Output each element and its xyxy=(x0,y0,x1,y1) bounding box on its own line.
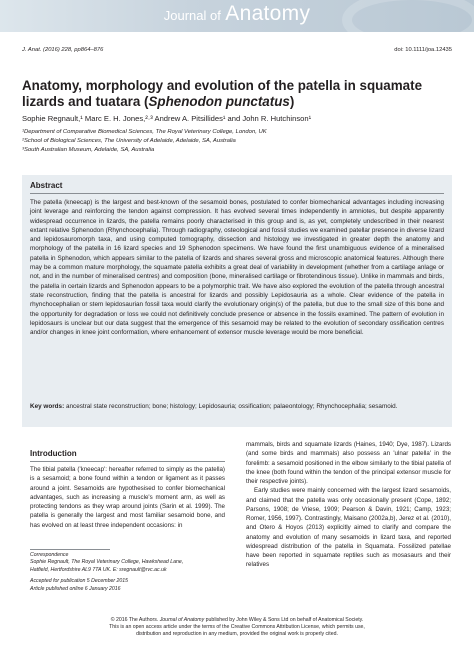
correspondence-block xyxy=(30,552,230,593)
correspondence-line-2: Hatfield, Hertfordshire AL9 7TA UK. E: sregnault@rvc.ac.uk xyxy=(30,566,167,573)
affiliations xyxy=(22,128,267,155)
right-column xyxy=(246,440,451,570)
introduction-text: The tibial patella ('kneecap': hereafter referred to simply as the patella) is a sesamoid; a bone found within a tendon or ligament as it passes around a joint. Sesamoids are hypothesised to confer biomechanical advantages, such as increasing a muscle's moment arm, as well as protecting tendons as they wrap around joints (Sarin et al. 1999). The patella is generally the largest and most familiar sesamoid bone, and has evolved on at least three independent occasions: in xyxy=(30,466,225,529)
footer-line-3: distribution and reproduction in any medium, provided the original work is properly cited. xyxy=(136,631,338,637)
published-date: Article published online 6 January 2016 xyxy=(30,585,121,592)
footer-copyright: © 2016 The Authors. xyxy=(110,617,160,623)
right-paragraph-1: mammals, birds and squamate lizards (Haines, 1940; Dye, 1987). Lizards (and some birds and mammals) also possess an 'ulnar patella' in the forelimb: a sesamoid positioned in the elbow similarly to the tibial patella of the knee (both found within the tendon of the principal extensor muscle for their respective joints). xyxy=(246,441,451,485)
affiliation-3: ³South Australian Museum, Adelaide, SA, Australia xyxy=(22,147,155,153)
title-text: Anatomy, morphology and evolution of the patella in squamate lizards and tuatara ( xyxy=(22,78,423,109)
keywords-list: ancestral state reconstruction; bone; histology; Lepidosauria; ossification; palaeontology; Rhynchocephalia; sesamoid. xyxy=(65,403,398,410)
citation-info: J. Anat. (2016) 228, pp864–876 xyxy=(22,47,104,53)
footer-line-1 xyxy=(22,617,452,624)
article-title xyxy=(22,78,462,110)
title-species: Sphenodon punctatus xyxy=(148,94,290,109)
correspondence-label: Correspondence xyxy=(30,552,69,558)
journal-banner xyxy=(0,0,474,32)
accepted-date: Accepted for publication 5 December 2015 xyxy=(30,578,129,585)
introduction-heading: Introduction xyxy=(30,449,77,458)
abstract-text: The patella (kneecap) is the largest and best-known of the sesamoid bones, postulated to confer biomechanical advantages including increasing joint leverage and reinforcing the tendon against compression. It has evolved several times independently in amniotes, but despite apparently widespread occurrence in lizards, the patella remains poorly characterised in this group and is, as yet, completely undescribed in their nearest extant relative Sphenodon (Rhynchocephalia). Through radiography, osteological and fossil studies we examined patellar presence in diverse lizard and lepidosauromorph taxa, and using computed tomography, dissection and histology we investigated in greater depth the anatomy and morphology of the patella in 16 lizard species and 19 Sphenodon specimens. We have found the first unambiguous evidence of a mineralised patella in Sphenodon, which appears similar to the patella of lizards and shares several gross and microscopic anatomical features. Although there may be a common mature morphology, the squamate patella exhibits a great deal of variability in development (whether from a cartilage anlage or not, and in the number of mineralised centres) and composition (bone, mineralised cartilage or fibrotendinous tissue). Unlike in mammals and birds, the patella in certain lizards and Sphenodon appears to be a polymorphic trait. We have also explored the evolution of the patella through ancestral state reconstruction, finding that the patella is ancestral for lizards and possibly Lepidosauria as a whole. Clear evidence of the patella in rhynchocephalian or stem lepidosaurian fossil taxa would clarify the evolutionary origin(s) of the patella, but due to the small size of this bone and the opportunity for degradation or loss we could not definitively conclude presence or absence in the fossils examined. The pattern of evolution in lepidosaurs is unclear but our data suggest that the emergence of this sesamoid may be related to the evolution of secondary ossification centres and/or changes in knee joint conformation, where enhancement of extensor muscle leverage would be more beneficial. xyxy=(30,199,444,337)
footer-journal: Journal of Anatomy xyxy=(159,617,205,623)
journal-name: Anatomy xyxy=(225,2,311,25)
introduction-divider xyxy=(30,461,225,462)
keywords-label: Key words: xyxy=(30,403,65,410)
abstract-divider xyxy=(30,193,444,194)
footer-line-2: This is an open access article under the terms of the Creative Commons Attribution License, which permits use, xyxy=(109,624,365,630)
author-list: Sophie Regnault,¹ Marc E. H. Jones,²·³ Andrew A. Pitsillides¹ and John R. Hutchinson¹ xyxy=(22,114,312,123)
abstract-heading: Abstract xyxy=(30,181,63,190)
affiliation-1: ¹Department of Comparative Biomedical Sciences, The Royal Veterinary College, London, UK xyxy=(22,129,267,135)
title-close: ) xyxy=(289,94,295,109)
journal-prefix: Journal of xyxy=(163,8,221,23)
affiliation-2: ²School of Biological Sciences, The University of Adelaide, Adelaide, SA, Australia xyxy=(22,138,236,144)
license-footer xyxy=(22,617,452,638)
footer-publisher: published by John Wiley & Sons Ltd on behalf of Anatomical Society. xyxy=(204,617,364,623)
doi[interactable]: doi: 10.1111/joa.12435 xyxy=(394,47,452,53)
journal-logo[interactable] xyxy=(0,2,474,26)
correspondence-divider xyxy=(30,549,110,550)
keywords xyxy=(30,402,444,411)
correspondence-line-1: Sophie Regnault, The Royal Veterinary College, Hawkshead Lane, xyxy=(30,559,184,566)
right-paragraph-2: Early studies were mainly concerned with the largest lizard sesamoids, and claimed that the patella was only occasionally present (Cope, 1892; Parsons, 1908; de Vriese, 1909; Pearson & Davin, 1921; Camp, 1923; Romer, 1956, 1997). Contrastingly, Maisano (2002a,b), Jerez et al. (2010), and Otero & Hoyos (2013) explicitly aimed to clarify and compare the anatomy and evolution of many sesamoids in lizard taxa, and reported widespread distribution of the patella in Squamata. Fossilized patellae have been reported in squamate reptiles such as mosasaurs and their relatives xyxy=(246,487,451,569)
